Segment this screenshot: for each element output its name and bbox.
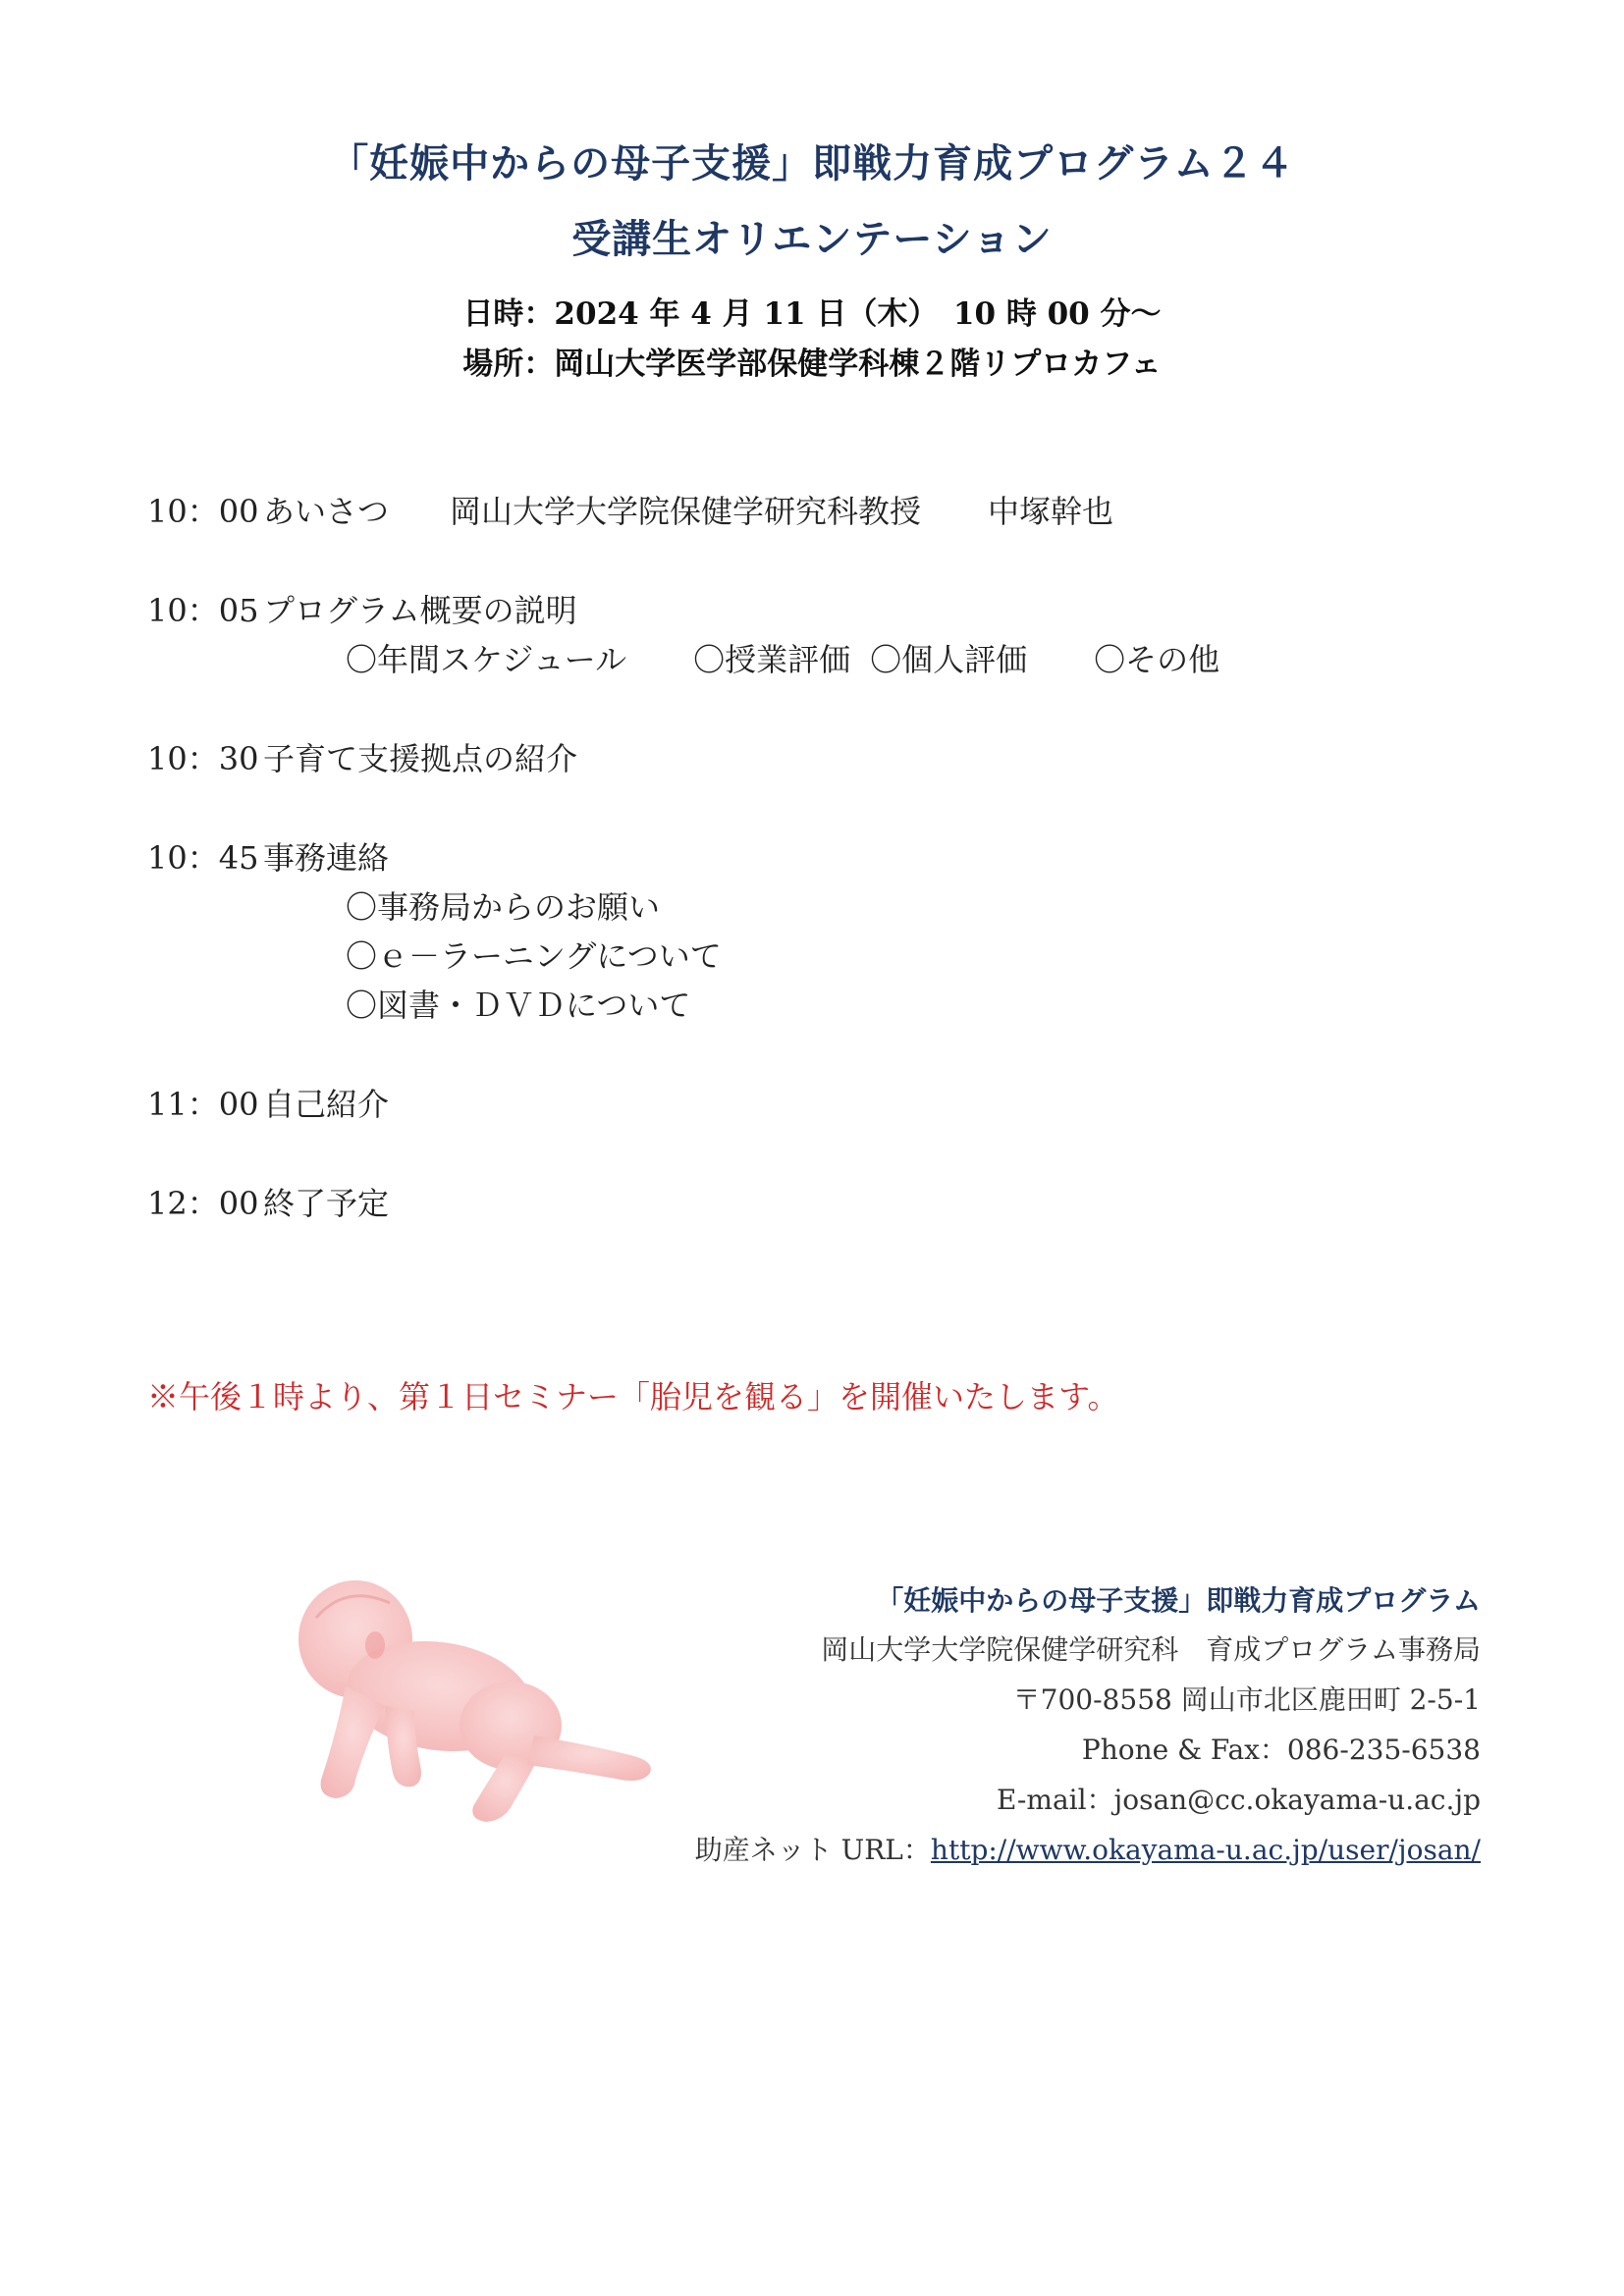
speaker-name: 中塚幹也 — [988, 493, 1114, 530]
website-link[interactable]: http://www.okayama-u.ac.jp/user/josan/ — [930, 1834, 1481, 1866]
schedule-time: 10：05 — [147, 592, 259, 629]
subitem: 〇事務局からのお願い — [346, 888, 661, 926]
subitem: 〇個人評価 — [870, 641, 1028, 678]
schedule-label: プログラム概要の説明 — [263, 592, 577, 629]
schedule-label: 子育て支援拠点の紹介 — [263, 740, 578, 777]
schedule-time: 12：00 — [147, 1185, 259, 1222]
schedule-time: 11：00 — [147, 1086, 259, 1123]
footer-program-name: 「妊娠中からの母子支援」即戦力育成プログラム — [876, 1584, 1481, 1617]
speaker-affiliation: 岡山大学大学院保健学研究科教授 — [450, 493, 922, 530]
schedule-label: あいさつ — [263, 493, 390, 530]
document-title: 「妊娠中からの母子支援」即戦力育成プログラム２４ — [329, 141, 1295, 187]
schedule-label: 自己紹介 — [263, 1086, 390, 1123]
subitem: 〇ｅ－ラーニングについて — [346, 937, 722, 975]
event-location: 場所：岡山大学医学部保健学科棟２階リプロカフェ — [462, 347, 1162, 382]
url-label: 助産ネット URL： — [694, 1834, 931, 1866]
schedule-item-support-center — [147, 734, 577, 779]
crawling-baby-illustration — [277, 1578, 670, 1873]
afternoon-seminar-notice: ※午後１時より、第１日セミナー「胎児を観る」を開催いたします。 — [147, 1378, 1119, 1415]
footer-office: 岡山大学大学院保健学研究科 育成プログラム事務局 — [821, 1633, 1481, 1666]
schedule-item-overview — [147, 586, 577, 631]
subitem: 〇図書・ＤＶＤについて — [346, 987, 691, 1024]
schedule-item-end — [147, 1179, 389, 1224]
document-subtitle: 受講生オリエンテーション — [571, 217, 1053, 262]
footer-address: 〒700-8558 岡山市北区鹿田町 2-5-1 — [1012, 1683, 1481, 1716]
footer-email: E-mail：josan@cc.okayama-u.ac.jp — [996, 1784, 1481, 1816]
subitem: 〇授業評価 — [693, 641, 851, 678]
schedule-label: 事務連絡 — [263, 839, 390, 877]
subitem: 〇その他 — [1094, 641, 1220, 678]
schedule-time: 10：45 — [147, 839, 259, 877]
schedule-time: 10：30 — [147, 740, 259, 777]
schedule-time: 10：00 — [147, 493, 259, 530]
event-datetime: 日時：2024 年 4 月 11 日（木） 10 時 00 分～ — [462, 296, 1162, 332]
footer-url-line — [695, 1829, 1481, 1868]
schedule-label: 終了予定 — [263, 1185, 390, 1222]
schedule-item-greeting — [147, 487, 1113, 532]
footer-phone: Phone & Fax：086-235-6538 — [1081, 1734, 1481, 1766]
subitem: 〇年間スケジュール — [346, 641, 627, 678]
schedule-item-introductions — [147, 1080, 389, 1125]
overview-subitems — [346, 635, 1219, 680]
schedule-item-admin — [147, 833, 389, 879]
